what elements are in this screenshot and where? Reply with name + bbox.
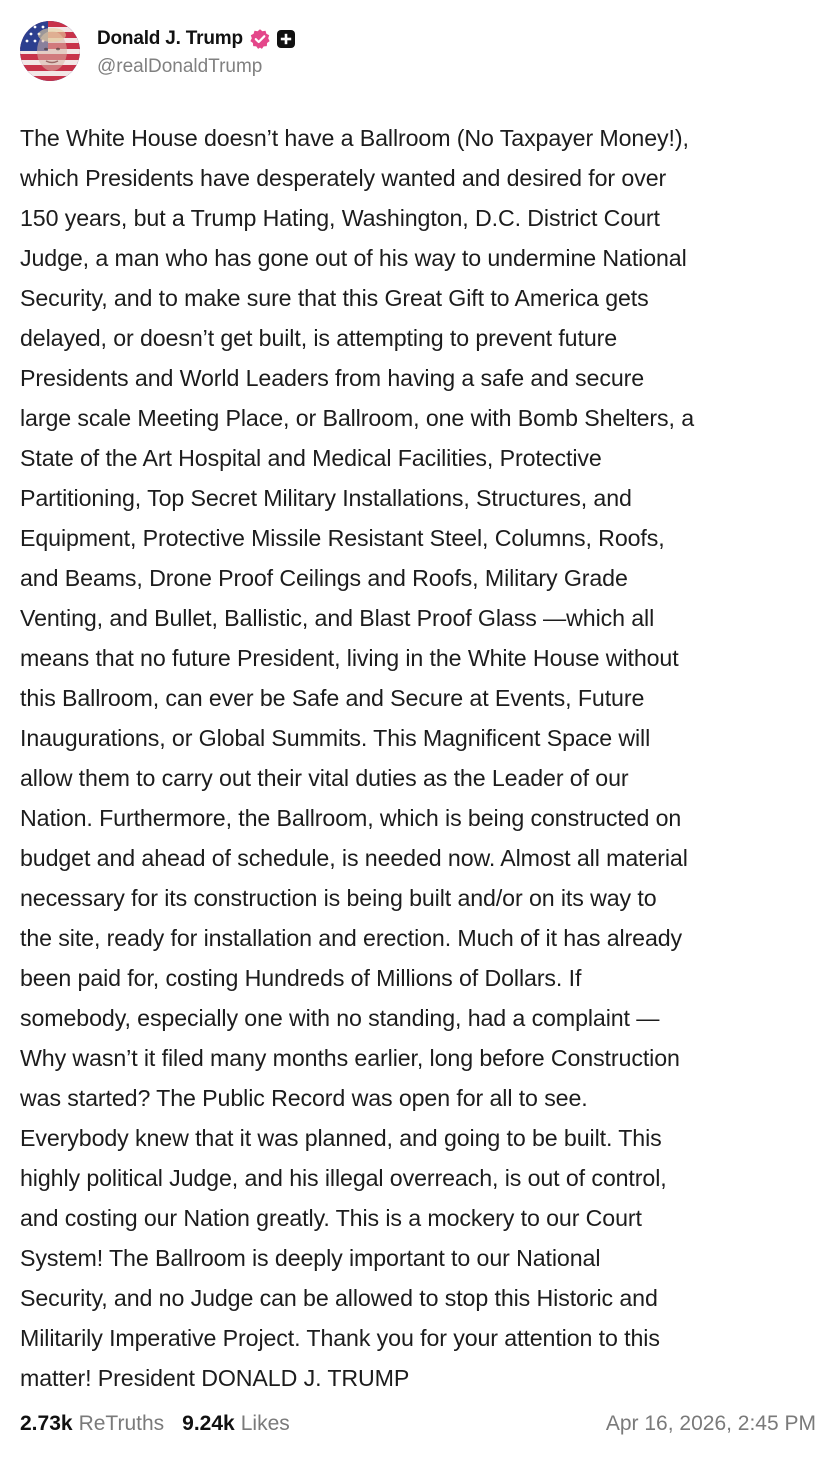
likes-label: Likes bbox=[240, 1412, 290, 1435]
post-text-line: Equipment, Protective Missile Resistant Steel, Columns, Roofs, bbox=[20, 525, 665, 551]
plus-icon bbox=[276, 29, 296, 49]
retruths-stat[interactable] bbox=[20, 1412, 164, 1436]
post-text-line: been paid for, costing Hundreds of Millions of Dollars. If bbox=[20, 965, 582, 991]
post-text-line: this Ballroom, can ever be Safe and Secure at Events, Future bbox=[20, 685, 645, 711]
post-text-line: The White House doesn’t have a Ballroom (No Taxpayer Money!), bbox=[20, 125, 689, 151]
post-text-line: the site, ready for installation and erection. Much of it has already bbox=[20, 925, 683, 951]
post-text-line: Militarily Imperative Project. Thank you for your attention to this bbox=[20, 1325, 660, 1351]
post-header bbox=[20, 20, 296, 82]
likes-count: 9.24k bbox=[182, 1412, 235, 1435]
post-text-line: budget and ahead of schedule, is needed now. Almost all material bbox=[20, 845, 688, 871]
engagement-stats bbox=[20, 1412, 290, 1436]
post-text-line: was started? The Public Record was open for all to see. bbox=[20, 1085, 588, 1111]
post-text-line: Inaugurations, or Global Summits. This Magnificent Space will bbox=[20, 725, 651, 751]
post-text-line: 150 years, but a Trump Hating, Washington, D.C. District Court bbox=[20, 205, 660, 231]
user-info bbox=[97, 25, 296, 78]
post-text-line: necessary for its construction is being built and/or on its way to bbox=[20, 885, 657, 911]
post-text-line: means that no future President, living in the White House without bbox=[20, 645, 679, 671]
post-text-line: somebody, especially one with no standing, had a complaint — bbox=[20, 1005, 660, 1031]
post-text-line: Security, and no Judge can be allowed to stop this Historic and bbox=[20, 1285, 658, 1311]
post-text-line: delayed, or doesn’t get built, is attempting to prevent future bbox=[20, 325, 618, 351]
post-text-line: Judge, a man who has gone out of his way to undermine National bbox=[20, 245, 687, 271]
post-body bbox=[20, 118, 820, 1398]
post-text-line: Presidents and World Leaders from having a safe and secure bbox=[20, 365, 645, 391]
retruths-count: 2.73k bbox=[20, 1412, 73, 1435]
post-text-line: allow them to carry out their vital duties as the Leader of our bbox=[20, 765, 629, 791]
post-text-line: Nation. Furthermore, the Ballroom, which is being constructed on bbox=[20, 805, 682, 831]
post-text-line: Everybody knew that it was planned, and going to be built. This bbox=[20, 1125, 662, 1151]
post-text-line: System! The Ballroom is deeply important to our National bbox=[20, 1245, 601, 1271]
retruths-label: ReTruths bbox=[78, 1412, 165, 1435]
post-text-line: State of the Art Hospital and Medical Facilities, Protective bbox=[20, 445, 602, 471]
name-row bbox=[97, 25, 296, 53]
post-text-line: matter! President DONALD J. TRUMP bbox=[20, 1365, 410, 1391]
post-text-line: Why wasn’t it filed many months earlier, long before Construction bbox=[20, 1045, 680, 1071]
likes-stat[interactable] bbox=[182, 1412, 290, 1436]
post-text-line: Partitioning, Top Secret Military Installations, Structures, and bbox=[20, 485, 632, 511]
post-footer bbox=[20, 1406, 816, 1442]
verified-badge-icon bbox=[249, 28, 271, 50]
post-text-line: Security, and to make sure that this Great Gift to America gets bbox=[20, 285, 649, 311]
flag-portrait-avatar bbox=[20, 21, 80, 81]
post-text-line: large scale Meeting Place, or Ballroom, one with Bomb Shelters, a bbox=[20, 405, 694, 431]
post-text-line: and costing our Nation greatly. This is a mockery to our Court bbox=[20, 1205, 642, 1231]
post-text-line: Venting, and Bullet, Ballistic, and Blast Proof Glass —which all bbox=[20, 605, 655, 631]
display-name[interactable]: Donald J. Trump bbox=[97, 27, 243, 49]
avatar[interactable] bbox=[20, 21, 80, 81]
user-handle[interactable]: @realDonaldTrump bbox=[97, 55, 263, 77]
post-text-line: which Presidents have desperately wanted and desired for over bbox=[20, 165, 667, 191]
post-text-line: and Beams, Drone Proof Ceilings and Roofs, Military Grade bbox=[20, 565, 628, 591]
post-text-line: highly political Judge, and his illegal overreach, is out of control, bbox=[20, 1165, 667, 1191]
post-timestamp[interactable]: Apr 16, 2026, 2:45 PM bbox=[605, 1412, 816, 1435]
